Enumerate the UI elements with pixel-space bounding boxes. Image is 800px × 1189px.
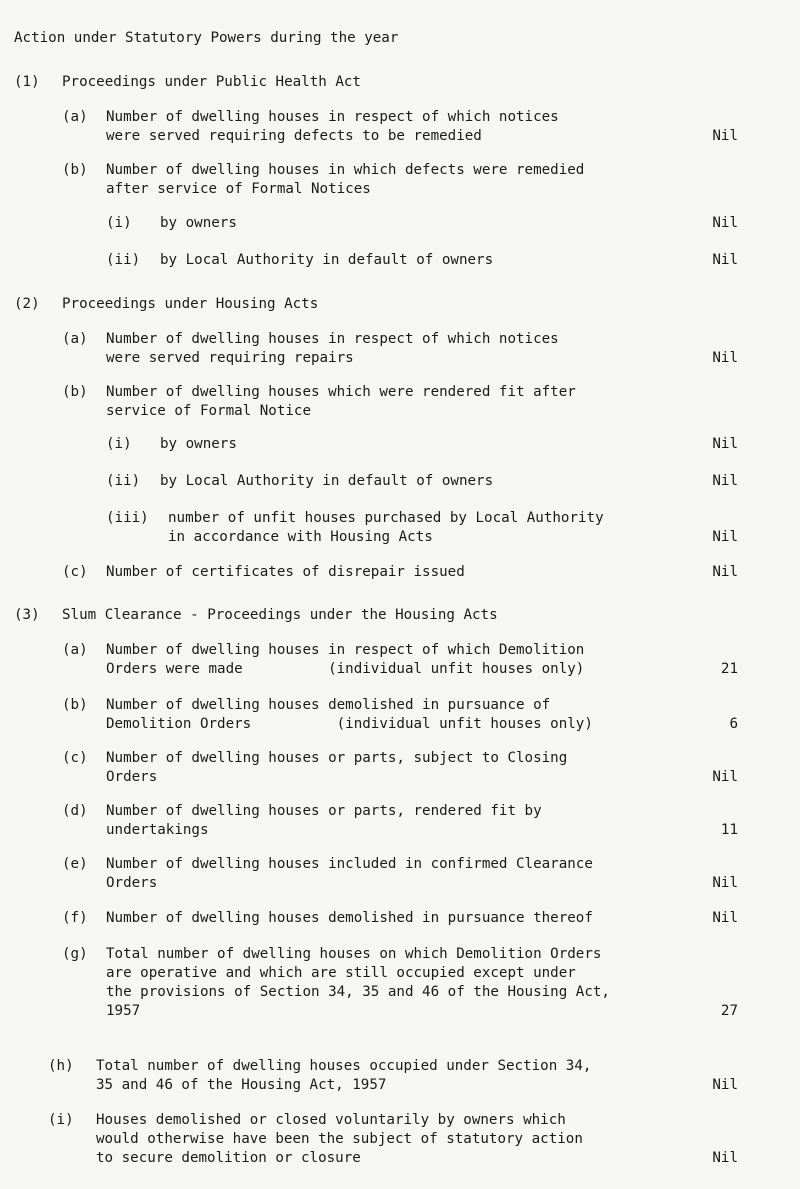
item-label: (ii) [106, 473, 141, 489]
item-text-line: after service of Formal Notices [106, 181, 371, 197]
item-text-line: to secure demolition or closure [96, 1150, 361, 1166]
item-text-line: by owners [160, 436, 237, 452]
item-text-line: Number of dwelling houses demolished in pursuance of [106, 697, 551, 713]
item-value: 11 [720, 822, 738, 838]
item-value: Nil [712, 1077, 738, 1093]
item-text-line: Number of dwelling houses demolished in pursuance thereof [106, 910, 593, 926]
item-text-line: by Local Authority in default of owners [160, 252, 494, 268]
item-value: Nil [712, 875, 738, 891]
item-label: (a) [62, 331, 88, 347]
item-value: Nil [712, 769, 738, 785]
section-heading: Proceedings under Housing Acts [62, 296, 319, 312]
item-text-line: by Local Authority in default of owners [160, 473, 494, 489]
item-label: (f) [62, 910, 88, 926]
item-value: 27 [720, 1003, 738, 1019]
item-label: (i) [48, 1112, 74, 1128]
item-value: Nil [712, 1150, 738, 1166]
page-title: Action under Statutory Powers during the year [14, 30, 399, 46]
item-text-line: number of unfit houses purchased by Local Authority [168, 510, 604, 526]
item-text-line: were served requiring defects to be remedied [106, 128, 482, 144]
item-text-line: Number of dwelling houses included in confirmed Clearance [106, 856, 593, 872]
item-text-line: undertakings [106, 822, 209, 838]
item-text-line: Number of dwelling houses in which defects were remedied [106, 162, 585, 178]
item-label: (h) [48, 1058, 74, 1074]
item-value: Nil [712, 436, 738, 452]
section-heading: Slum Clearance - Proceedings under the Housing Acts [62, 607, 498, 623]
item-label: (i) [106, 215, 132, 231]
item-value: Nil [712, 564, 738, 580]
item-label: (c) [62, 564, 88, 580]
item-label: (g) [62, 946, 88, 962]
section-heading: Proceedings under Public Health Act [62, 74, 361, 90]
item-text-line: Houses demolished or closed voluntarily by owners which [96, 1112, 566, 1128]
item-text-line: Number of dwelling houses in respect of which notices [106, 331, 559, 347]
item-label: (ii) [106, 252, 141, 268]
item-text-line: are operative and which are still occupied except under [106, 965, 576, 981]
item-value: Nil [712, 473, 738, 489]
item-value: Nil [712, 529, 738, 545]
item-label: (iii) [106, 510, 149, 526]
item-text-line: Number of dwelling houses in respect of which notices [106, 109, 559, 125]
item-value: Nil [712, 128, 738, 144]
item-text-line: Number of dwelling houses in respect of which Demolition [106, 642, 585, 658]
item-value: Nil [712, 215, 738, 231]
item-text-line: Number of dwelling houses or parts, rendered fit by [106, 803, 542, 819]
item-label: (e) [62, 856, 88, 872]
item-label: (d) [62, 803, 88, 819]
item-text-line: by owners [160, 215, 237, 231]
section-number: (2) [14, 296, 40, 312]
item-label: (a) [62, 109, 88, 125]
section-number: (3) [14, 607, 40, 623]
item-text-line: Total number of dwelling houses on which Demolition Orders [106, 946, 602, 962]
item-text-line: in accordance with Housing Acts [168, 529, 433, 545]
item-text-line: were served requiring repairs [106, 350, 354, 366]
item-value: Nil [712, 910, 738, 926]
item-text-line: would otherwise have been the subject of statutory action [96, 1131, 583, 1147]
item-label: (b) [62, 384, 88, 400]
item-text-line: the provisions of Section 34, 35 and 46 of the Housing Act, [106, 984, 610, 1000]
section-number: (1) [14, 74, 40, 90]
item-text-line: 1957 [106, 1003, 141, 1019]
item-value: 6 [729, 716, 738, 732]
item-value: Nil [712, 350, 738, 366]
item-label: (c) [62, 750, 88, 766]
item-value: Nil [712, 252, 738, 268]
item-text-line: Number of dwelling houses which were rendered fit after [106, 384, 576, 400]
item-text-line: Orders [106, 769, 158, 785]
item-label: (a) [62, 642, 88, 658]
item-text-line: Number of dwelling houses or parts, subject to Closing [106, 750, 568, 766]
item-value: 21 [720, 661, 738, 677]
item-label: (i) [106, 436, 132, 452]
item-label: (b) [62, 162, 88, 178]
item-text-line: service of Formal Notice [106, 403, 311, 419]
item-label: (b) [62, 697, 88, 713]
item-text-line: Orders [106, 875, 158, 891]
item-text-line: Demolition Orders (individual unfit houses only) [106, 716, 593, 732]
item-text-line: Number of certificates of disrepair issued [106, 564, 465, 580]
item-text-line: 35 and 46 of the Housing Act, 1957 [96, 1077, 387, 1093]
item-text-line: Orders were made (individual unfit houses only) [106, 661, 585, 677]
item-text-line: Total number of dwelling houses occupied under Section 34, [96, 1058, 592, 1074]
